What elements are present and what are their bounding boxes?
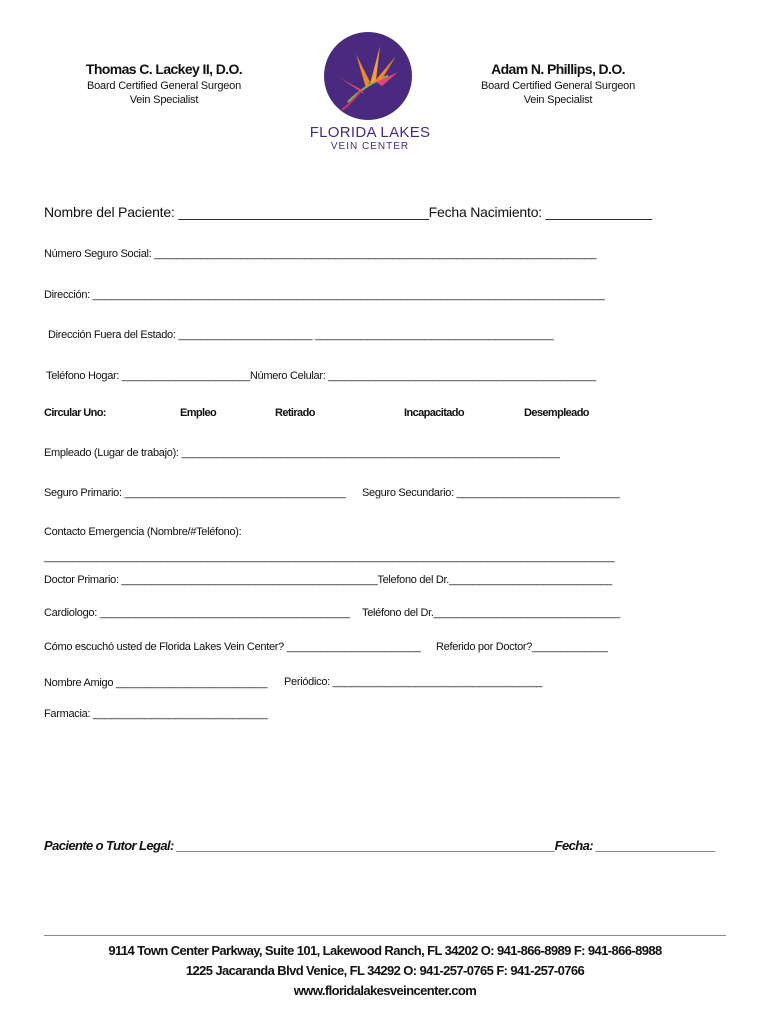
referred-by-doctor-field[interactable]: Referido por Doctor?_____________ — [436, 641, 608, 653]
ssn-field[interactable]: Número Seguro Social: ____________________________________________________________________________ — [44, 248, 597, 260]
logo-subtitle: VEIN CENTER — [330, 141, 410, 152]
cardiologist-field[interactable]: Cardiologo: ___________________________________________ — [44, 607, 350, 619]
footer-website-link[interactable]: www.floridalakesveincenter.com — [293, 983, 477, 998]
cardiologist-phone-field[interactable]: Teléfono del Dr.________________________________ — [362, 607, 620, 619]
circle-one-label: Circular Uno: — [44, 407, 106, 419]
patient-name-field[interactable]: Nombre del Paciente: _________________________________Fecha Nacimiento: ______________ — [44, 204, 652, 220]
right-doctor-title: Board Certified General Surgeon — [480, 80, 635, 92]
secondary-insurance-field[interactable]: Seguro Secundario: ____________________________ — [362, 487, 620, 499]
employer-field[interactable]: Empleado (Lugar de trabajo): _________________________________________________________________ — [44, 447, 560, 459]
bird-of-paradise-flower-icon — [318, 32, 418, 122]
option-employed[interactable]: Empleo — [180, 407, 217, 419]
primary-insurance-field[interactable]: Seguro Primario: ______________________________________ — [44, 487, 346, 499]
option-disabled[interactable]: Incapacitado — [404, 407, 465, 419]
phones-field[interactable]: Teléfono Hogar: ______________________Número Celular: ______________________________________________ — [46, 370, 596, 382]
primary-doctor-field[interactable]: Doctor Primario: ____________________________________________Telefono del Dr.____________________________ — [44, 574, 612, 586]
out-of-state-address-field[interactable]: Dirección Fuera del Estado: _______________________ _________________________________________ — [48, 329, 554, 341]
left-doctor-name: Thomas C. Lackey II, D.O. — [85, 61, 243, 77]
logo-title: FLORIDA LAKES — [309, 124, 431, 141]
right-doctor-specialty: Vein Specialist — [523, 94, 593, 106]
left-doctor-specialty: Vein Specialist — [129, 94, 199, 106]
left-doctor-title: Board Certified General Surgeon — [86, 80, 241, 92]
emergency-contact-field[interactable]: __________________________________________________________________________________________________ — [44, 551, 615, 563]
referral-source-field[interactable]: Cómo escuchó usted de Florida Lakes Vein Center? _______________________ — [44, 641, 421, 653]
emergency-contact-label: Contacto Emergencia (Nombre/#Teléfono): — [44, 526, 242, 538]
friend-name-field[interactable]: Nombre Amigo __________________________ — [44, 677, 268, 689]
footer-divider — [44, 935, 726, 936]
option-retired[interactable]: Retirado — [275, 407, 315, 419]
address-field[interactable]: Dirección: ________________________________________________________________________________________ — [44, 289, 605, 301]
option-unemployed[interactable]: Desempleado — [524, 407, 589, 419]
footer-address-line-1: 9114 Town Center Parkway, Suite 101, Lakewood Ranch, FL 34202 O: 941-866-8989 F: 941-866-8988 — [108, 943, 662, 958]
newspaper-field[interactable]: Periódico: ____________________________________ — [284, 676, 543, 688]
right-doctor-name: Adam N. Phillips, D.O. — [491, 61, 625, 77]
signature-date-field[interactable]: Paciente o Tutor Legal: _________________________________________________________Fecha: __________________ — [44, 838, 716, 853]
footer-address-line-2: 1225 Jacaranda Blvd Venice, FL 34292 O: 941-257-0765 F: 941-257-0766 — [185, 963, 585, 978]
pharmacy-field[interactable]: Farmacia: ______________________________ — [44, 708, 268, 720]
